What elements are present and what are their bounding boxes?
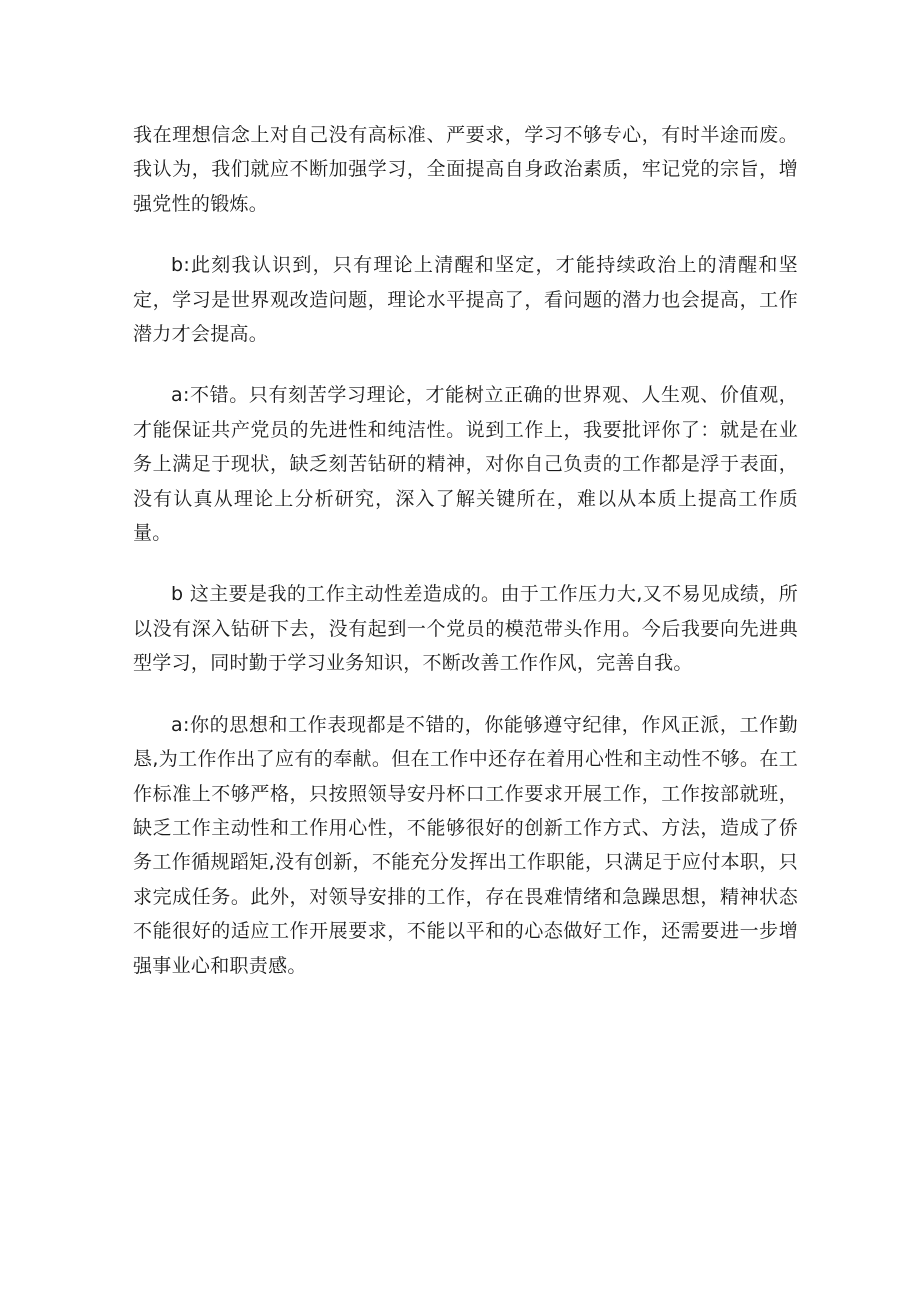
paragraph-4: b 这主要是我的工作主动性差造成的。由于工作压力大,又不易见成绩，所以没有深入钻研下去，没有起到一个党员的模范带头作用。今后我要向先进典型学习，同时勤于学习业务知识，不断改善工作作风，完善自我。 <box>133 583 798 675</box>
paragraph-5: a:你的思想和工作表现都是不错的，你能够遵守纪律，作风正派，工作勤恳,为工作作出了应有的奉献。但在工作中还存在着用心性和主动性不够。在工作标准上不够严格，只按照领导安丹杯口工作要求开展工作，工作按部就班，缺乏工作主动性和工作用心性，不能够很好的创新工作方式、方法，造成了侨务工作循规蹈矩,没有创新，不能充分发挥出工作职能，只满足于应付本职，只求完成任务。此外，对领导安排的工作，存在畏难情绪和急躁思想，精神状态不能很好的适应工作开展要求，不能以平和的心态做好工作，还需要进一步增强事业心和职责感。 <box>133 713 798 977</box>
paragraph-1: 我在理想信念上对自己没有高标准、严要求，学习不够专心，有时半途而废。我认为，我们就应不断加强学习，全面提高自身政治素质，牢记党的宗旨，增强党性的锻炼。 <box>133 124 798 215</box>
paragraph-2: b:此刻我认识到，只有理论上清醒和坚定，才能持续政治上的清醒和坚定，学习是世界观改造问题，理论水平提高了，看问题的潜力也会提高，工作潜力才会提高。 <box>133 254 798 346</box>
paragraph-3: a:不错。只有刻苦学习理论，才能树立正确的世界观、人生观、价值观，才能保证共产党员的先进性和纯洁性。说到工作上，我要批评你了：就是在业务上满足于现状，缺乏刻苦钻研的精神，对你自己负责的工作都是浮于表面，没有认真从理论上分析研究，深入了解关键所在，难以从本质上提高工作质量。 <box>133 384 798 545</box>
document-body <box>133 118 798 1010</box>
